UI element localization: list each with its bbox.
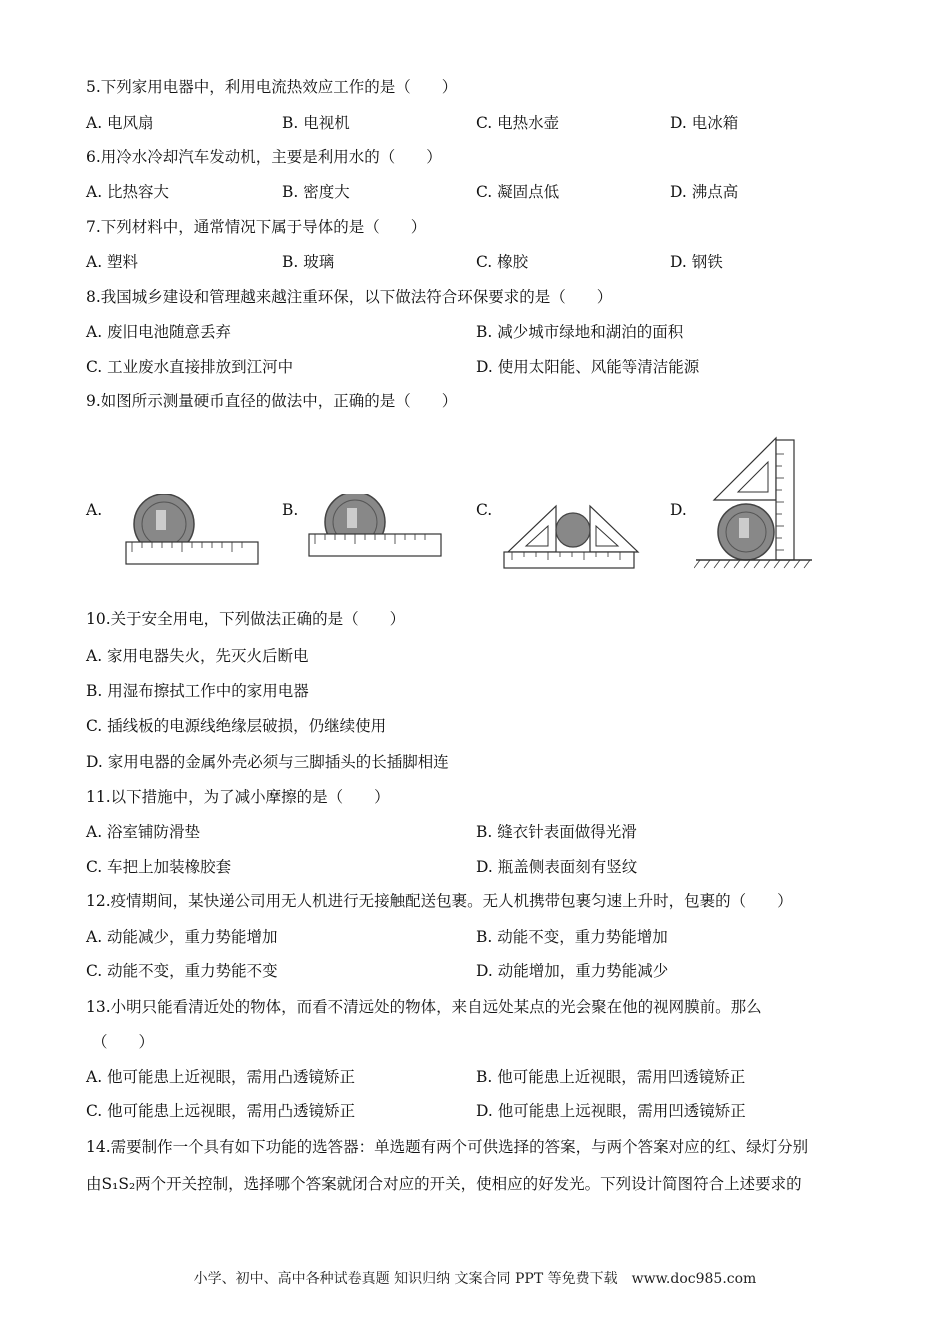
q6-stem: 6.用冷水冷却汽车发动机，主要是利用水的（ ）	[86, 148, 442, 166]
q12-option-c[interactable]: C. 动能不变，重力势能不变	[86, 962, 278, 980]
q8-option-a[interactable]: A. 废旧电池随意丢弃	[86, 323, 232, 341]
q6-option-a[interactable]: A. 比热容大	[86, 183, 170, 201]
q6-option-c[interactable]: C. 凝固点低	[476, 183, 560, 201]
q5-option-c[interactable]: C. 电热水壶	[476, 114, 560, 132]
q5-stem: 5.下列家用电器中，利用电流热效应工作的是（ ）	[86, 78, 458, 96]
q7-option-c[interactable]: C. 橡胶	[476, 253, 529, 271]
q13-stem-bracket: （ ）	[92, 1033, 155, 1051]
q13-option-c[interactable]: C. 他可能患上远视眼，需用凸透镜矫正	[86, 1102, 356, 1120]
triangle-ruler-icon	[714, 438, 776, 500]
q11-option-d[interactable]: D. 瓶盖侧表面刻有竖纹	[476, 858, 638, 876]
figure-c-triangles-coin	[498, 500, 648, 576]
q12-option-d[interactable]: D. 动能增加，重力势能减少	[476, 962, 669, 980]
q11-option-a[interactable]: A. 浴室铺防滑垫	[86, 823, 201, 841]
q10-option-b[interactable]: B. 用湿布擦拭工作中的家用电器	[86, 682, 309, 700]
figure-b-coin-ruler	[305, 494, 445, 566]
q9-option-b-label[interactable]: B.	[282, 501, 299, 519]
q5-option-a[interactable]: A. 电风扇	[86, 114, 154, 132]
q8-option-c[interactable]: C. 工业废水直接排放到江河中	[86, 358, 294, 376]
figure-a-coin-ruler	[122, 494, 262, 576]
q11-option-c[interactable]: C. 车把上加装橡胶套	[86, 858, 232, 876]
ruler-icon	[504, 552, 634, 568]
coin-icon	[556, 513, 590, 547]
q5-option-b[interactable]: B. 电视机	[282, 114, 350, 132]
q12-option-b[interactable]: B. 动能不变，重力势能增加	[476, 928, 668, 946]
q8-option-b[interactable]: B. 减少城市绿地和湖泊的面积	[476, 323, 684, 341]
q14-stem-line2: 由S₁S₂两个开关控制，选择哪个答案就闭合对应的开关，使相应的好发光。下列设计简图符合上述要求的	[86, 1175, 802, 1193]
q8-option-d[interactable]: D. 使用太阳能、风能等清洁能源	[476, 358, 700, 376]
q10-stem: 10.关于安全用电，下列做法正确的是（ ）	[86, 610, 406, 628]
q10-option-d[interactable]: D. 家用电器的金属外壳必须与三脚插头的长插脚相连	[86, 753, 449, 771]
q13-option-b[interactable]: B. 他可能患上近视眼，需用凹透镜矫正	[476, 1068, 746, 1086]
q9-option-c-label[interactable]: C.	[476, 501, 493, 519]
triangle-ruler-icon	[590, 506, 638, 552]
q7-option-a[interactable]: A. 塑料	[86, 253, 139, 271]
q6-option-d[interactable]: D. 沸点高	[670, 183, 739, 201]
ruler-icon	[776, 440, 794, 560]
q10-option-a[interactable]: A. 家用电器失火，先灭火后断电	[86, 647, 309, 665]
q10-option-c[interactable]: C. 插线板的电源线绝缘层破损，仍继续使用	[86, 717, 387, 735]
q8-stem: 8.我国城乡建设和管理越来越注重环保，以下做法符合环保要求的是（ ）	[86, 288, 613, 306]
q6-option-b[interactable]: B. 密度大	[282, 183, 350, 201]
q12-stem: 12.疫情期间，某快递公司用无人机进行无接触配送包裹。无人机携带包裹匀速上升时，包裹的（ ）	[86, 892, 793, 910]
q7-option-d[interactable]: D. 钢铁	[670, 253, 723, 271]
figure-d-vertical-ruler-coin	[694, 434, 814, 576]
q12-option-a[interactable]: A. 动能减少，重力势能增加	[86, 928, 278, 946]
q5-option-d[interactable]: D. 电冰箱	[670, 114, 739, 132]
q7-option-b[interactable]: B. 玻璃	[282, 253, 335, 271]
q13-option-a[interactable]: A. 他可能患上近视眼，需用凸透镜矫正	[86, 1068, 356, 1086]
q14-stem: 14.需要制作一个具有如下功能的选答器：单选题有两个可供选择的答案，与两个答案对应的红、绿灯分别	[86, 1138, 809, 1156]
q9-option-a-label[interactable]: A.	[86, 501, 103, 519]
q13-option-d[interactable]: D. 他可能患上远视眼，需用凹透镜矫正	[476, 1102, 746, 1120]
q9-option-d-label[interactable]: D.	[670, 501, 687, 519]
triangle-ruler-icon	[508, 506, 556, 552]
q9-stem: 9.如图所示测量硬币直径的做法中，正确的是（ ）	[86, 392, 458, 410]
q11-option-b[interactable]: B. 缝衣针表面做得光滑	[476, 823, 637, 841]
q13-stem: 13.小明只能看清近处的物体，而看不清远处的物体，来自远处某点的光会聚在他的视网膜前。那么	[86, 998, 762, 1016]
q11-stem: 11.以下措施中，为了减小摩擦的是（ ）	[86, 788, 390, 806]
q7-stem: 7.下列材料中，通常情况下属于导体的是（ ）	[86, 218, 427, 236]
page-footer: 小学、初中、高中各种试卷真题 知识归纳 文案合同 PPT 等免费下载 www.doc985.com	[193, 1271, 757, 1287]
